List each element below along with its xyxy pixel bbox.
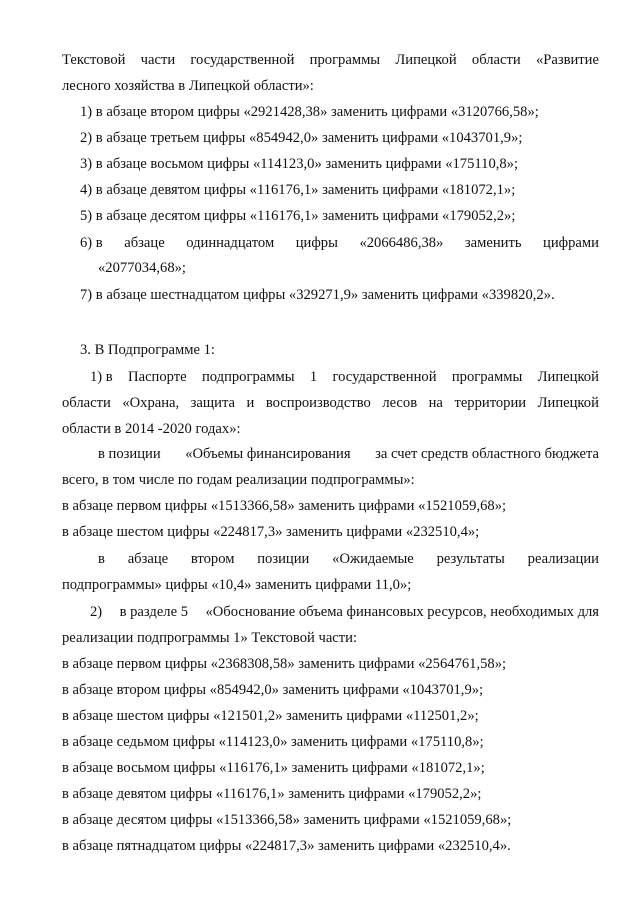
list-item-6-line-2: «2077034,68»; [98,260,186,276]
word: защита [190,395,235,411]
word: Текстовой [62,52,126,68]
intro-line-2: лесного хозяйства в Липецкой области»: [62,78,314,94]
list-item-1: 1) в абзаце втором цифры «2921428,38» заменить цифрами «3120766,58»; [80,104,539,120]
word: «Объемы финансирования [185,446,351,462]
paragraph-line: в абзаце первом цифры «1513366,58» заменить цифрами «1521059,68»; [62,498,507,514]
passport-para-line-2 [62,394,599,412]
word: программы [309,52,381,68]
word: и [246,395,255,411]
word: 6) в [80,235,103,251]
word: абзаце [127,551,169,567]
word: на [428,395,443,411]
word: цифрами [543,235,599,251]
paragraph-line: в абзаце шестом цифры «224817,3» заменить цифрами «232510,4»; [62,524,480,540]
word: позиции [257,551,310,567]
list-item-7: 7) в абзаце шестнадцатом цифры «329271,9» заменить цифрами «339820,2». [80,287,555,303]
word: заменить [464,235,522,251]
expected-para-line-2: подпрограммы» цифры «10,4» заменить цифрами 11,0»; [62,577,412,593]
word: «Развитие [535,52,599,68]
list-item-6-line-1 [80,234,599,252]
paragraph-line: в абзаце пятнадцатом цифры «224817,3» заменить цифрами «232510,4». [62,838,511,854]
word: за счет средств областного бюджета [375,446,599,462]
list-item-4: 4) в абзаце девятом цифры «116176,1» заменить цифрами «181072,1»; [80,182,516,198]
word: воспроизводство [265,395,371,411]
word: части [140,52,176,68]
word: 1 [309,369,318,385]
position-para-line-1 [98,445,599,463]
word: «Охрана, [122,395,180,411]
paragraph-line: в абзаце первом цифры «2368308,58» заменить цифрами «2564761,58»; [62,656,507,672]
word: 2) [90,604,103,620]
word: втором [190,551,235,567]
word: программы [451,369,523,385]
list-item-5: 5) в абзаце десятом цифры «116176,1» заменить цифрами «179052,2»; [80,208,516,224]
section-heading: 3. В Подпрограмме 1: [80,342,215,358]
section5-para-line-2: реализации подпрограммы 1» Текстовой части: [62,630,358,646]
word: 1) в [90,369,113,385]
word: подпрограммы [201,369,295,385]
intro-line-1 [62,51,599,69]
list-item-2: 2) в абзаце третьем цифры «854942,0» заменить цифрами «1043701,9»; [80,130,523,146]
passport-para-line-1 [90,368,599,386]
word: в позиции [98,446,161,462]
word: области [471,52,521,68]
paragraph-line: в абзаце седьмом цифры «114123,0» заменить цифрами «175110,8»; [62,734,484,750]
word: области [62,395,111,411]
word: Паспорте [128,369,187,385]
position-para-line-2: всего, в том числе по годам реализации подпрограммы»: [62,472,415,488]
paragraph-line: в абзаце шестом цифры «121501,2» заменить цифрами «112501,2»; [62,708,479,724]
paragraph-line: в абзаце восьмом цифры «116176,1» заменить цифрами «181072,1»; [62,760,485,776]
word: цифры [295,235,338,251]
expected-para-line-1 [98,550,599,568]
word: одиннадцатом [186,235,275,251]
word: «Обоснование объема финансовых ресурсов, необходимых для [205,604,599,620]
passport-para-line-3: области в 2014 -2020 годах»: [62,421,241,437]
section5-para-line-1 [90,603,599,621]
word: абзаце [124,235,165,251]
list-item-3: 3) в абзаце восьмом цифры «114123,0» заменить цифрами «175110,8»; [80,156,519,172]
word: государственной [332,369,437,385]
paragraph-line: в абзаце втором цифры «854942,0» заменить цифрами «1043701,9»; [62,682,484,698]
paragraph-line: в абзаце десятом цифры «1513366,58» заменить цифрами «1521059,68»; [62,812,512,828]
word: результаты [436,551,505,567]
paragraph-line: в абзаце девятом цифры «116176,1» заменить цифрами «179052,2»; [62,786,482,802]
word: в разделе 5 [119,604,189,620]
word: лесов [382,395,418,411]
word: Липецкой [395,52,457,68]
word: «2066486,38» [359,235,444,251]
word: Липецкой [537,395,599,411]
word: территории [454,395,527,411]
word: государственной [190,52,295,68]
word: «Ожидаемые [332,551,414,567]
word: Липецкой [537,369,599,385]
word: в [98,551,105,567]
word: реализации [527,551,599,567]
